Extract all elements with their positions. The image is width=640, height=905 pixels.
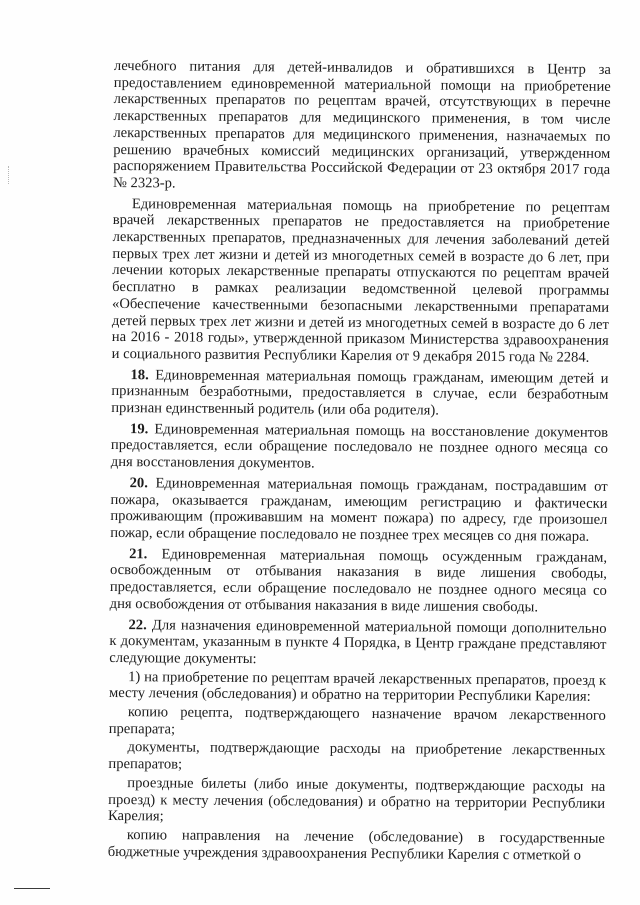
paragraph-continuation: лечебного питания для детей-инвалидов и обратившихся в Центр за предоставлением единовременной материальной помощи на приобретение лекарственных препаратов по рецептам врачей, отсутствующих в перечне лекарственных препаратов для медицинского применения, в том числе лекарственных препаратов для медицинского применения, назначаемых по решению врачебных комиссий медицинских организаций, утвержденном распоряжением Правительства Российской Федерации от 23 октября 2017 года № 2323-р.	[112, 58, 611, 192]
clause-21	[110, 546, 608, 617]
subitem-recipe-copy: копию рецепта, подтверждающего назначение врачом лекарственного препарата;	[108, 704, 606, 738]
subitem-referral-copy: копию направления на лечение (обследование) в государственные бюджетные учреждения здравоохранения Республики Карелия с отметкой о	[107, 827, 605, 864]
footnote-divider	[14, 888, 50, 889]
clause-text: Единовременная материальная помощь на восстановление документов предоставляется, если обращение последовало не позднее одного месяца со дня восстановления документов.	[110, 421, 609, 472]
clause-number: 21.	[129, 545, 148, 562]
subitem-travel-tickets: проездные билеты (либо иные документы, подтверждающие расходы на проезд) к месту лечения (обследования) и обратно на территории Республики Карелия;	[107, 774, 606, 825]
clause-22	[109, 616, 606, 670]
subitem-expense-documents: документы, подтверждающие расходы на приобретение лекарственных препаратов;	[108, 739, 606, 773]
clause-text: Единовременная материальная помощь осужденным гражданам, освобожденным от отбывания наказания в виде лишения свободы, предоставляется, если обращение последовало не позднее одного месяца со дня освобождения от отбывания наказания в виде лишения свободы.	[109, 545, 608, 616]
clause-20	[110, 475, 608, 546]
clause-number: 19.	[130, 420, 149, 438]
document-body	[108, 58, 611, 868]
clause-text: Единовременная материальная помощь гражданам, имеющим детей и признанным безработными, предоставляется в случае, если безработным признан единственный родитель (или оба родителя).	[111, 366, 609, 419]
clause-number: 18.	[130, 366, 149, 383]
paragraph-exception: Единовременная материальная помощь на приобретение по рецептам врачей лекарственных препаратов не предоставляется на приобретение лекарственных препаратов, предназначенных для лечения заболеваний детей первых трех лет жизни и детей из многодетных семей в возрасте до 6 лет, при лечении которых лекарственные препараты отпускаются по рецептам врачей бесплатно в рамках реализации ведомственной целевой программы «Обеспечение качественными безопасными лекарственными препаратами детей первых трех лет жизни и детей из многодетных семей в возрасте до 6 лет на 2016 - 2018 годы», утвержденной приказом Министерства здравоохранения и социального развития Республики Карелия от 9 декабря 2015 года № 2284.	[111, 195, 610, 366]
subitem-1: 1) на приобретение по рецептам врачей лекарственных препаратов, проезд к месту лечения (обследования) и обратно на территории Республики Карелия:	[108, 668, 607, 706]
clause-18	[111, 367, 608, 421]
clause-number: 20.	[129, 475, 148, 492]
clause-number: 22.	[128, 616, 147, 633]
margin-mark	[8, 166, 11, 184]
clause-text: Для назначения единовременной материальной помощи дополнительно к документам, указанным в пункте 4 Порядка, в Центр граждане представляют следующие документы:	[109, 616, 607, 668]
clause-text: Единовременная материальная помощь гражданам, пострадавшим от пожара, оказывается гражданам, имеющим регистрацию и фактически проживающим (проживавшим на момент пожара) по адресу, где произошел пожар, если обращение последовало не позднее трех месяцев со дня пожара.	[110, 475, 608, 545]
clause-19	[111, 421, 608, 475]
